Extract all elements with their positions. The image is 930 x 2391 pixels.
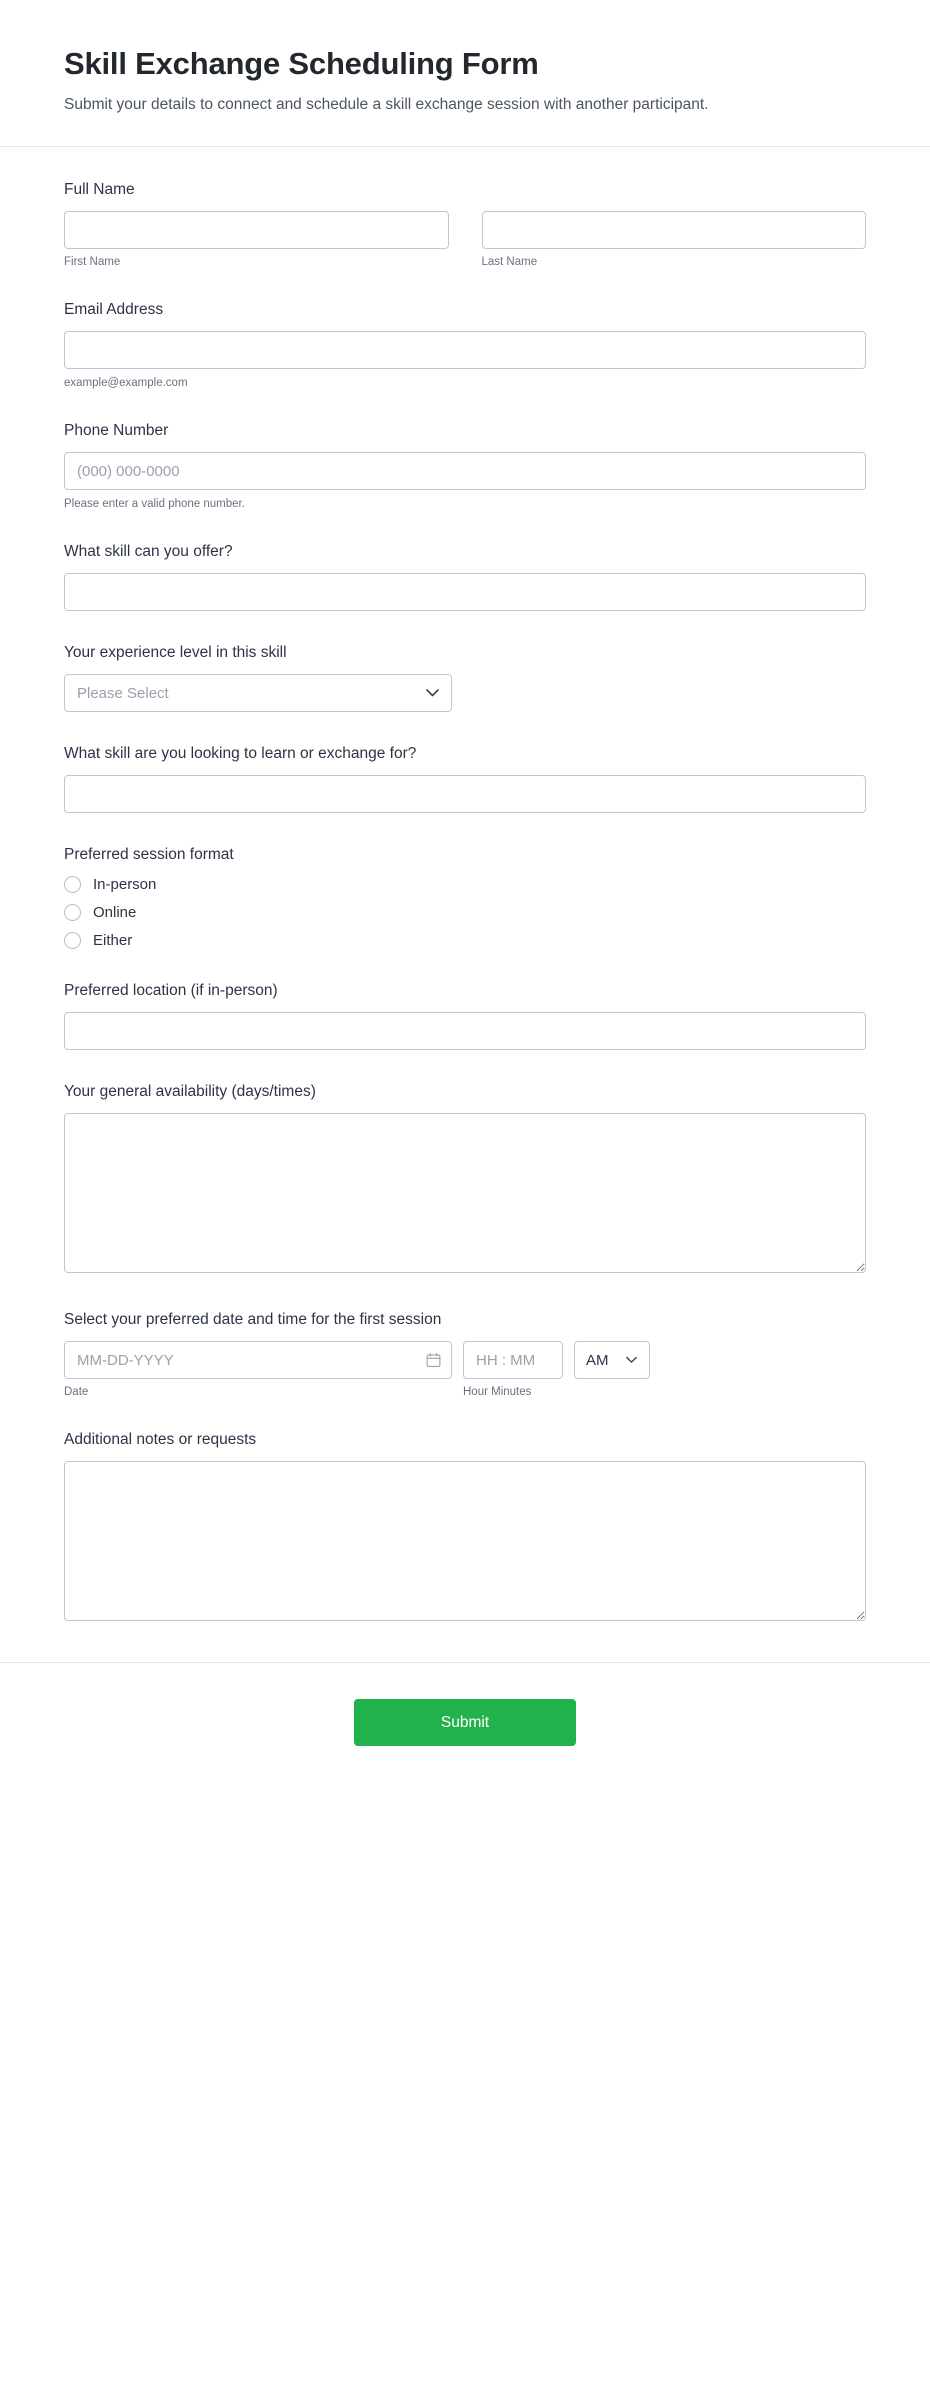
time-input[interactable] xyxy=(463,1341,563,1379)
field-email xyxy=(64,301,866,389)
email-hint: example@example.com xyxy=(64,377,188,390)
radio-circle-icon[interactable] xyxy=(64,932,81,949)
session-format-label: Preferred session format xyxy=(64,846,234,864)
notes-label: Additional notes or requests xyxy=(64,1431,257,1449)
experience-level-select-wrap xyxy=(64,674,452,712)
field-full-name xyxy=(64,181,866,268)
time-input-wrap xyxy=(463,1341,563,1379)
submit-button[interactable]: Submit xyxy=(354,1699,576,1746)
date-input-wrap xyxy=(64,1341,452,1379)
phone-hint: Please enter a valid phone number. xyxy=(64,498,245,511)
last-name-input[interactable] xyxy=(482,211,867,249)
last-name-col xyxy=(482,211,867,268)
field-skill-offer xyxy=(64,543,866,611)
field-experience-level xyxy=(64,644,866,712)
date-sublabel: Date xyxy=(64,1386,89,1399)
skill-offer-label: What skill can you offer? xyxy=(64,543,233,561)
field-notes xyxy=(64,1431,866,1626)
availability-textarea[interactable] xyxy=(64,1113,866,1273)
field-datetime xyxy=(64,1311,866,1398)
email-label: Email Address xyxy=(64,301,164,319)
datetime-sublabels xyxy=(64,1386,866,1398)
experience-level-label: Your experience level in this skill xyxy=(64,644,287,662)
radio-label-in-person: In-person xyxy=(93,876,157,894)
notes-textarea[interactable] xyxy=(64,1461,866,1621)
experience-level-select[interactable] xyxy=(64,674,452,712)
page-title: Skill Exchange Scheduling Form xyxy=(64,46,539,81)
first-name-input[interactable] xyxy=(64,211,449,249)
form-header xyxy=(0,0,930,147)
radio-label-online: Online xyxy=(93,904,137,922)
form-body xyxy=(0,147,930,1626)
page-subtitle: Submit your details to connect and schedule a skill exchange session with another participant. xyxy=(64,96,709,113)
field-availability xyxy=(64,1083,866,1278)
datetime-label: Select your preferred date and time for the first session xyxy=(64,1311,442,1329)
availability-label: Your general availability (days/times) xyxy=(64,1083,316,1101)
form-footer xyxy=(0,1662,930,1790)
radio-circle-icon[interactable] xyxy=(64,876,81,893)
radio-label-either: Either xyxy=(93,932,133,950)
skill-learn-label: What skill are you looking to learn or exchange for? xyxy=(64,745,417,763)
phone-input[interactable] xyxy=(64,452,866,490)
field-location xyxy=(64,982,866,1050)
ampm-select[interactable] xyxy=(574,1341,650,1379)
radio-circle-icon[interactable] xyxy=(64,904,81,921)
field-skill-learn xyxy=(64,745,866,813)
radio-option-in-person[interactable] xyxy=(64,876,866,893)
skill-learn-input[interactable] xyxy=(64,775,866,813)
field-phone xyxy=(64,422,866,510)
email-field[interactable] xyxy=(64,331,866,369)
last-name-sublabel: Last Name xyxy=(481,256,538,269)
time-sublabel: Hour Minutes xyxy=(463,1386,532,1399)
location-input[interactable] xyxy=(64,1012,866,1050)
full-name-row xyxy=(64,211,866,268)
radio-option-either[interactable] xyxy=(64,932,866,949)
location-label: Preferred location (if in-person) xyxy=(64,982,278,1000)
first-name-sublabel: First Name xyxy=(64,256,121,269)
field-session-format xyxy=(64,846,866,949)
skill-offer-input[interactable] xyxy=(64,573,866,611)
radio-option-online[interactable] xyxy=(64,904,866,921)
datetime-row xyxy=(64,1341,866,1379)
full-name-label: Full Name xyxy=(64,181,135,199)
first-name-col xyxy=(64,211,449,268)
ampm-select-wrap xyxy=(574,1341,650,1379)
date-input[interactable] xyxy=(64,1341,452,1379)
session-format-radio-group xyxy=(64,876,866,949)
phone-label: Phone Number xyxy=(64,422,169,440)
